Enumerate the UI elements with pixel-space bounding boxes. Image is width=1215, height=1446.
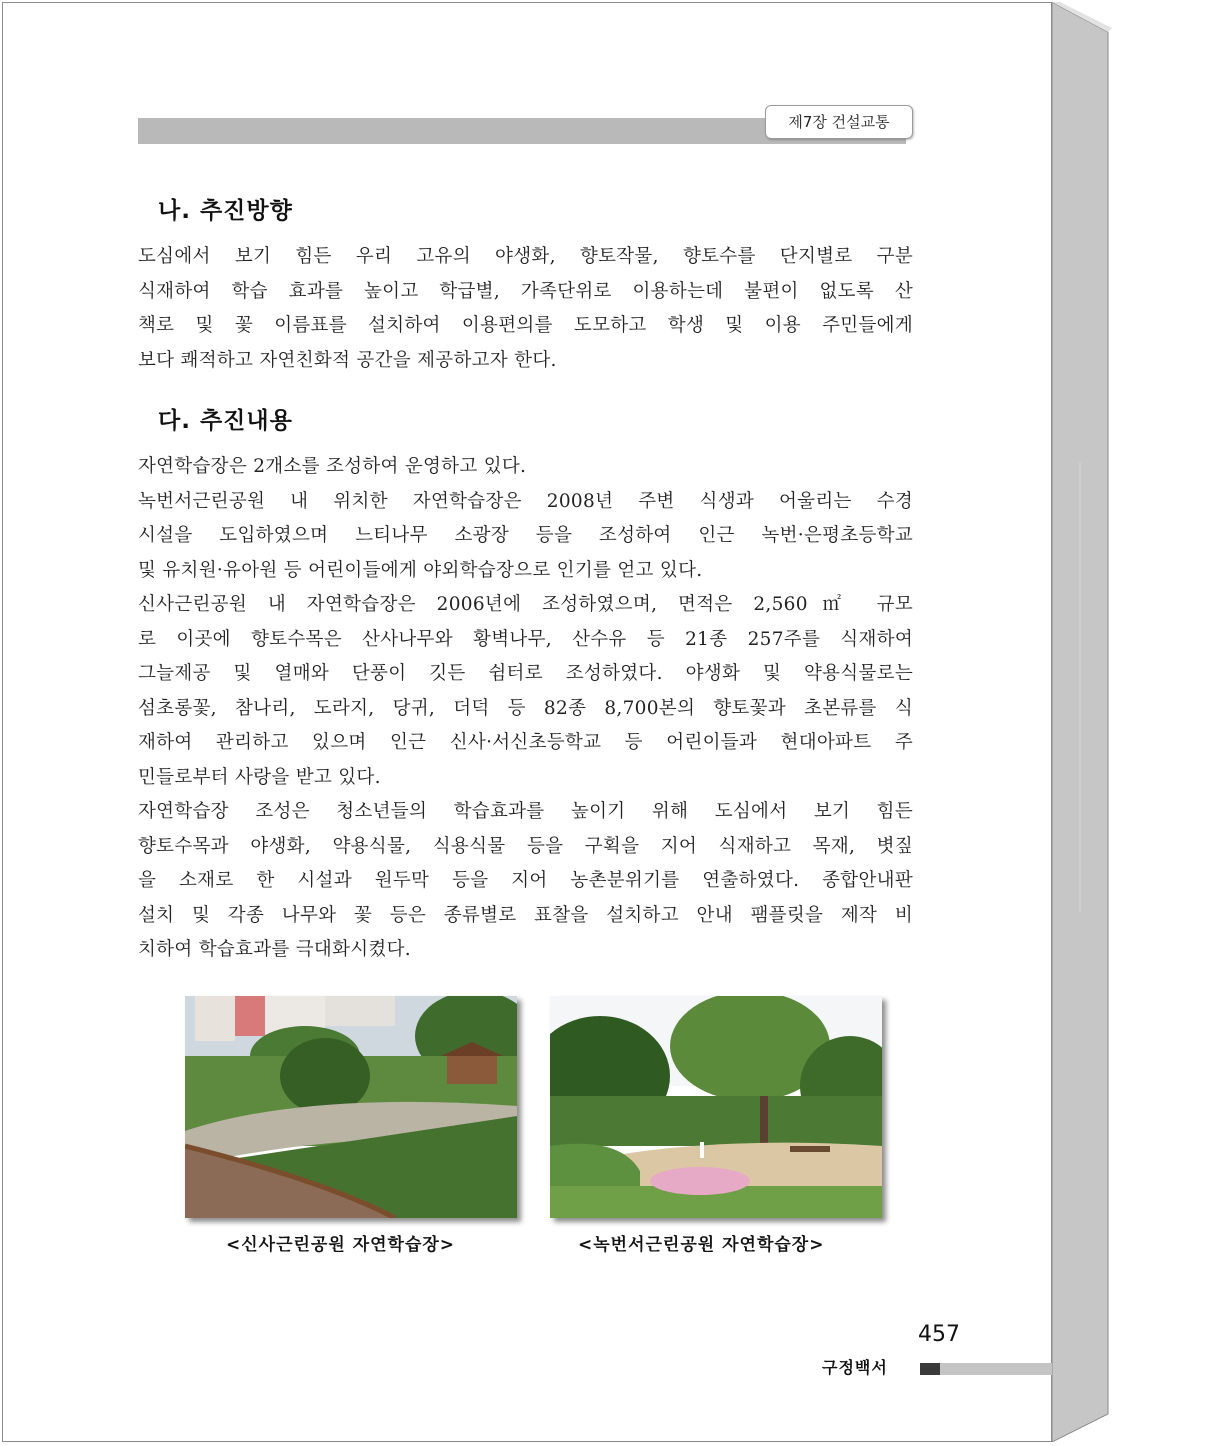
text-line: 신사근린공원 내 자연학습장은 2006년에 조성하였으며, 면적은 2,560㎡ 규모 [138, 594, 913, 615]
text-line: 섬초롱꽃, 참나리, 도라지, 당귀, 더덕 등 82종 8,700본의 향토꽃과 초본류를 식 [138, 697, 913, 719]
text-line: 식재하여 학습 효과를 높이고 학급별, 가족단위로 이용하는데 불편이 없도록 산 [138, 280, 913, 302]
text-line: 로 이곳에 향토수목은 산사나무와 황벽나무, 산수유 등 21종 257주를 식재하여 [138, 628, 913, 650]
page-number: 457 [918, 1322, 960, 1347]
footer-bar [940, 1363, 1052, 1375]
sinsa-park-photo [185, 996, 517, 1218]
text-line: 민들로부터 사랑을 받고 있다. [138, 766, 381, 788]
content-paragraphs [138, 450, 913, 968]
section-heading-content: 다. 추진내용 [158, 408, 293, 434]
publication-title: 구정백서 [822, 1358, 888, 1377]
text-line: 책로 및 꽃 이름표를 설치하여 이용편의를 도모하고 학생 및 이용 주민들에게 [138, 315, 913, 336]
text-line: 치하여 학습효과를 극대화시켰다. [138, 939, 411, 960]
text-line: 향토수목과 야생화, 약용식물, 식용식물 등을 구획을 지어 식재하고 목재, 볏짚 [138, 835, 913, 857]
text-line: 보다 쾌적하고 자연친화적 공간을 제공하고자 한다. [138, 349, 557, 371]
direction-paragraph [138, 240, 913, 378]
footer-bar-accent [920, 1363, 940, 1375]
section-heading-direction: 나. 추진방향 [158, 198, 293, 224]
text-line: 자연학습장은 2개소를 조성하여 운영하고 있다. [138, 456, 527, 477]
nokbeon-photo-caption: <녹번서근린공원 자연학습장> [578, 1235, 825, 1255]
text-line: 시설을 도입하였으며 느티나무 소광장 등을 조성하여 인근 녹번·은평초등학교 [138, 525, 913, 546]
text-line: 그늘제공 및 열매와 단풍이 깃든 쉼터로 조성하였다. 야생화 및 약용식물로는 [138, 663, 913, 684]
text-line: 도심에서 보기 힘든 우리 고유의 야생화, 향토작물, 향토수를 단지별로 구분 [138, 246, 913, 267]
text-line: 재하여 관리하고 있으며 인근 신사·서신초등학교 등 어린이들과 현대아파트 주 [138, 732, 913, 753]
text-line: 녹번서근린공원 내 위치한 자연학습장은 2008년 주변 식생과 어울리는 수경 [138, 490, 913, 512]
chapter-label: 제7장 건설교통 [765, 105, 913, 139]
text-line: 설치 및 각종 나무와 꽃 등은 종류별로 표찰을 설치하고 안내 팸플릿을 제작 비 [138, 904, 913, 926]
text-line: 및 유치원·유아원 등 어린이들에게 야외학습장으로 인기를 얻고 있다. [138, 559, 703, 581]
text-line: 자연학습장 조성은 청소년들의 학습효과를 높이기 위해 도심에서 보기 힘든 [138, 801, 913, 822]
nokbeon-park-photo [550, 996, 882, 1218]
text-line: 을 소재로 한 시설과 원두막 등을 지어 농촌분위기를 연출하였다. 종합안내판 [138, 870, 913, 891]
book-spine [1052, 2, 1112, 1442]
sinsa-photo-caption: <신사근린공원 자연학습장> [226, 1235, 456, 1255]
